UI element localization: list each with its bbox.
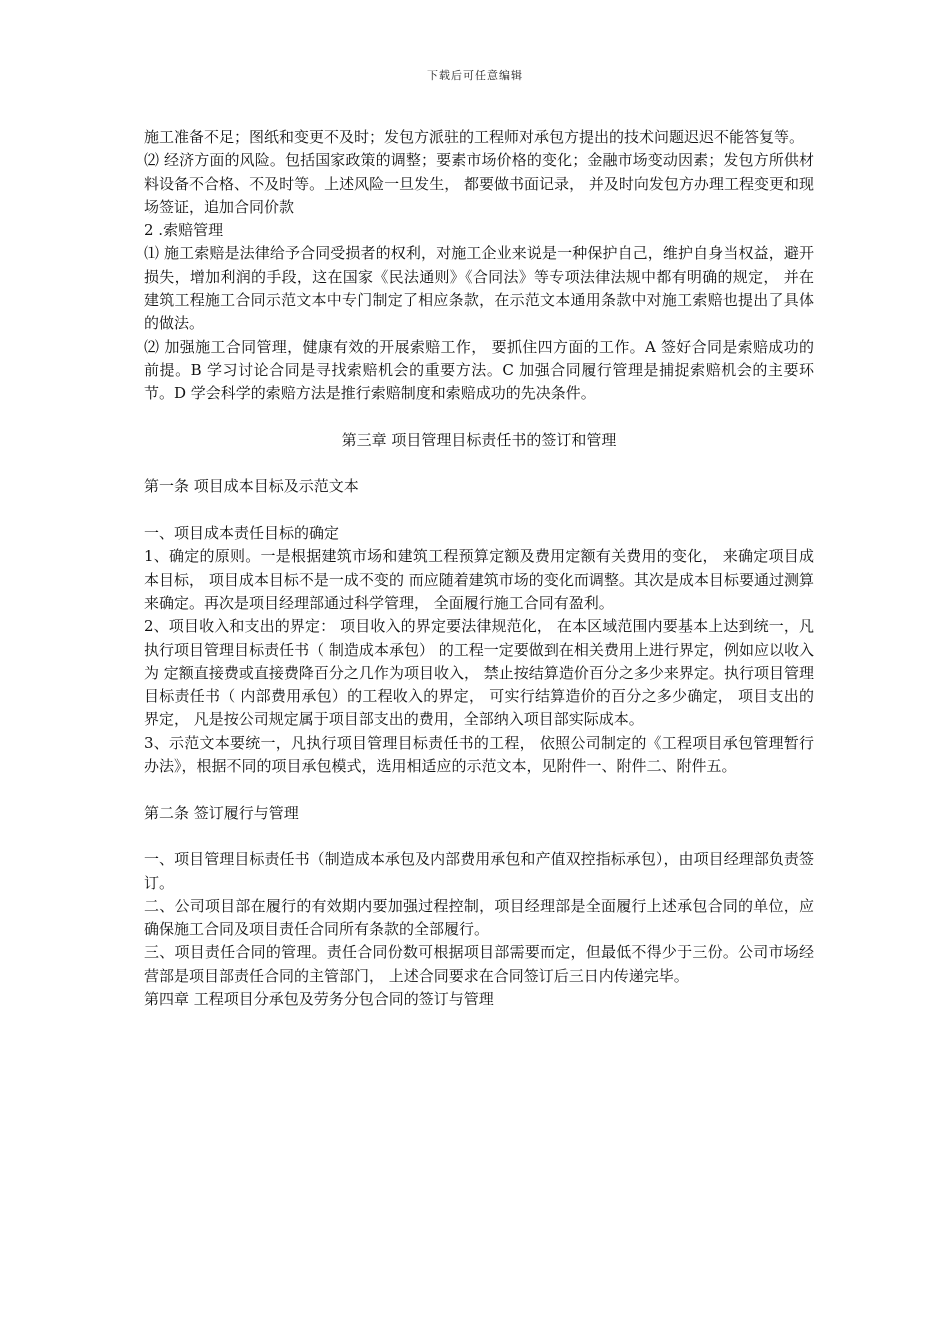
page-header: 下载后可任意编辑 [427, 69, 523, 82]
blank-line [144, 406, 814, 429]
paragraph: 2、项目收入和支出的界定： 项目收入的界定要法律规范化， 在本区域范围内要基本上达到统一，凡执行项目管理目标责任书（ 制造成本承包） 的工程一定要做到在相关费用上进行界定，例如应以收入为 定额直接费或直接费降百分之几作为项目收入， 禁止按结算造价百分之多少来界定。执行项目管理目标责任书（ 内部费用承包）的工程收入的界定， 可实行结算造价的百分之多少确定， 项目支出的界定， 凡是按公司规定属于项目部支出的费用，全部纳入项目部实际成本。 [144, 617, 814, 729]
blank-line [144, 825, 814, 848]
document-body [144, 126, 814, 1011]
section-heading: 一、项目成本责任目标的确定 [144, 524, 340, 543]
section-heading: 2 .索赔管理 [144, 221, 224, 240]
paragraph: 1、确定的原则。一是根据建筑市场和建筑工程预算定额及费用定额有关费用的变化， 来确定项目成本目标， 项目成本目标不是一成不变的 而应随着建筑市场的变化而调整。其次是成本目标要通过测算来确定。再次是项目经理部通过科学管理， 全面履行施工合同有盈利。 [144, 547, 814, 612]
article-heading: 第二条 签订履行与管理 [144, 803, 299, 822]
chapter-title: 第四章 工程项目分承包及劳务分包合同的签订与管理 [144, 989, 494, 1008]
chapter-title: 第三章 项目管理目标责任书的签订和管理 [341, 430, 617, 449]
paragraph: 一、项目管理目标责任书（制造成本承包及内部费用承包和产值双控指标承包），由项目经理部负责签订。 [144, 850, 814, 892]
paragraph: 3、示范文本要统一，凡执行项目管理目标责任书的工程， 依照公司制定的《工程项目承包管理暂行办法》，根据不同的项目承包模式，选用相适应的示范文本，见附件一、附件二、附件五。 [144, 733, 814, 776]
paragraph: 三、项目责任合同的管理。责任合同份数可根据项目部需要而定，但最低不得少于三份。公司市场经营部是项目部责任合同的主管部门， 上述合同要求在合同签订后三日内传递完毕。 [144, 943, 814, 985]
paragraph: ⑵ 加强施工合同管理，健康有效的开展索赔工作， 要抓住四方面的工作。A 签好合同是索赔成功的前提。B 学习讨论合同是寻找索赔机会的重要方法。C 加强合同履行管理是捕捉索赔机会的主要环节。D 学会科学的索赔方法是推行索赔制度和索赔成功的先决条件。 [144, 337, 814, 403]
paragraph: ⑵ 经济方面的风险。包括国家政策的调整；要素市场价格的变化；金融市场变动因素；发包方所供材料设备不合格、不及时等。上述风险一旦发生， 都要做书面记录， 并及时向发包方办理工程变更和现场签证，追加合同价款 [144, 151, 814, 216]
paragraph: 二、公司项目部在履行的有效期内要加强过程控制，项目经理部是全面履行上述承包合同的单位，应确保施工合同及项目责任合同所有条款的全部履行。 [144, 896, 814, 939]
article-heading: 第一条 项目成本目标及示范文本 [144, 477, 359, 496]
blank-line [144, 499, 814, 522]
paragraph: ⑴ 施工索赔是法律给予合同受损者的权利，对施工企业来说是一种保护自己，维护自身当权益，避开损失，增加利润的手段，这在国家《民法通则》《合同法》等专项法律法规中都有明确的规定， 并在建筑工程施工合同示范文本中专门制定了相应条款，在示范文本通用条款中对施工索赔也提出了具体的做法。 [144, 244, 814, 333]
blank-line [144, 452, 814, 475]
paragraph: 施工准备不足；图纸和变更不及时；发包方派驻的工程师对承包方提出的技术问题迟迟不能答复等。 [144, 128, 805, 146]
blank-line [144, 778, 814, 801]
